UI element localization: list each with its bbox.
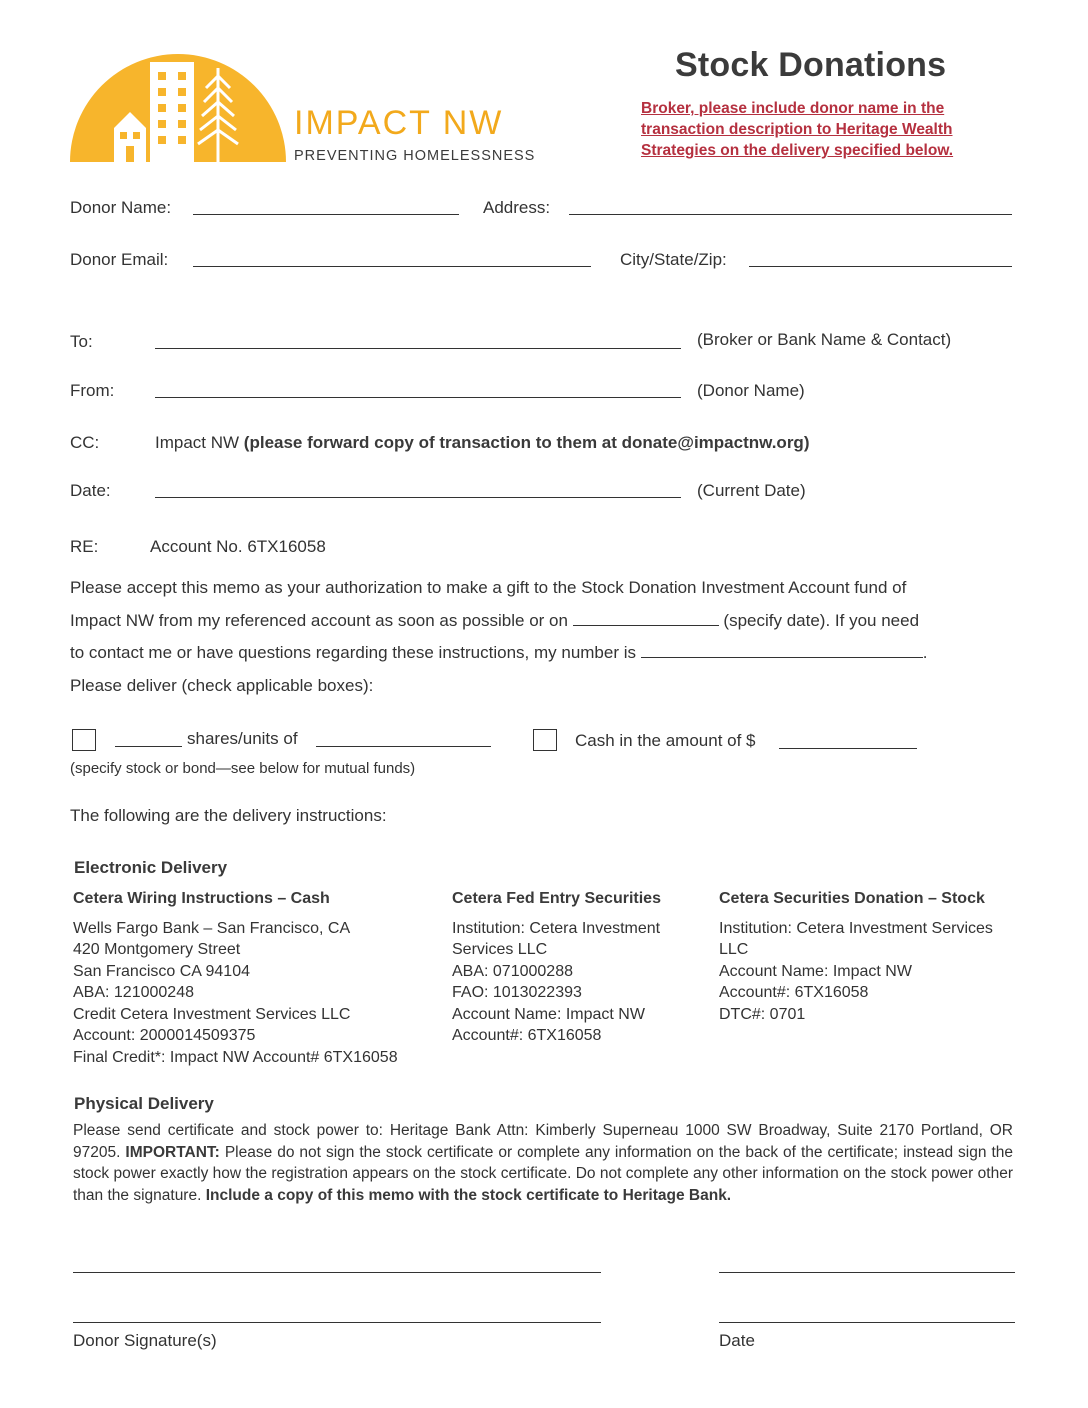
address-field[interactable] <box>569 214 1012 215</box>
date-line-1[interactable] <box>719 1272 1015 1273</box>
from-label: From: <box>70 381 115 400</box>
column-line: LLC <box>719 941 749 958</box>
authorization-text: to contact me or have questions regarding these instructions, my number is <box>70 643 637 662</box>
shares-checkbox[interactable] <box>72 729 96 751</box>
signature-date-label: Date <box>719 1331 755 1350</box>
column-title: Cetera Wiring Instructions – Cash <box>73 890 330 907</box>
column-title: Cetera Securities Donation – Stock <box>719 890 985 907</box>
column-line: Credit Cetera Investment Services LLC <box>73 1005 351 1023</box>
logo-mark-icon <box>68 40 288 165</box>
column-line: San Francisco CA 94104 <box>73 962 250 980</box>
shares-label: shares/units of <box>187 729 298 748</box>
important-label: IMPORTANT: <box>125 1143 220 1161</box>
physical-delivery-heading: Physical Delivery <box>74 1094 214 1113</box>
donor-signature-label: Donor Signature(s) <box>73 1331 217 1350</box>
electronic-delivery-heading: Electronic Delivery <box>74 858 228 877</box>
column-line: Account#: 6TX16058 <box>719 984 869 1001</box>
column-line: Institution: Cetera Investment <box>452 919 661 937</box>
physical-emphasis: Include a copy of this memo with the stock certificate to Heritage Bank. <box>205 1186 732 1204</box>
column-line: Services LLC <box>452 941 548 958</box>
phone-number-field[interactable] <box>641 641 923 658</box>
from-hint: (Donor Name) <box>697 381 805 400</box>
brand-name: IMPACT NW <box>294 104 504 142</box>
date-line-2[interactable] <box>719 1322 1015 1323</box>
physical-delivery-text <box>73 1120 1013 1206</box>
impact-nw-logo <box>68 40 538 170</box>
column-line: Account: 2000014509375 <box>73 1027 256 1044</box>
authorization-text: . <box>922 643 928 662</box>
page-title: Stock Donations <box>675 46 947 84</box>
specify-date-field[interactable] <box>573 609 719 626</box>
from-field[interactable] <box>155 397 681 398</box>
cc-line <box>155 433 809 453</box>
column-line: Account Name: Impact NW <box>719 962 912 980</box>
donor-name-label: Donor Name: <box>70 198 172 217</box>
cash-label: Cash in the amount of $ <box>575 731 756 750</box>
authorization-line: Please deliver (check applicable boxes): <box>70 675 374 695</box>
cc-value: Impact NW <box>155 433 240 452</box>
column-line: DTC#: 0701 <box>719 1005 806 1023</box>
notice-line: Broker, please include donor name in the <box>641 100 945 117</box>
physical-text: Please send certificate and stock power to: Heritage Bank Attn: Kimberly Superneau 1000 SW Broadway, Suite 2170 Portland, OR 97205. <box>73 1122 1013 1161</box>
securities-donation-column <box>719 888 1039 1025</box>
shares-note: (specify stock or bond—see below for mutual funds) <box>70 760 416 777</box>
authorization-line: Please accept this memo as your authorization to make a gift to the Stock Donation Investment Account fund of <box>70 578 907 597</box>
column-title: Cetera Fed Entry Securities <box>452 890 661 907</box>
address-label: Address: <box>483 198 551 217</box>
column-line: ABA: 071000288 <box>452 962 573 980</box>
column-line: Wells Fargo Bank – San Francisco, CA <box>73 919 351 937</box>
notice-line: transaction description to Heritage Wealth <box>641 121 953 138</box>
column-line: FAO: 1013022393 <box>452 984 582 1001</box>
to-label: To: <box>70 332 93 351</box>
fed-entry-column <box>452 888 712 1047</box>
shares-quantity-field[interactable] <box>115 746 182 747</box>
authorization-text: (specify date). If you need <box>723 610 920 630</box>
column-line: ABA: 121000248 <box>73 984 194 1001</box>
city-state-zip-field[interactable] <box>749 266 1012 267</box>
to-hint: (Broker or Bank Name & Contact) <box>697 330 952 349</box>
column-line: Final Credit*: Impact NW Account# 6TX16058 <box>73 1048 398 1066</box>
column-line: 420 Montgomery Street <box>73 941 241 958</box>
donor-email-field[interactable] <box>193 266 591 267</box>
date-label: Date: <box>70 481 111 500</box>
re-label: RE: <box>70 537 99 556</box>
authorization-text: Impact NW from my referenced account as soon as possible or on <box>70 610 568 630</box>
column-line: Account Name: Impact NW <box>452 1005 645 1023</box>
to-field[interactable] <box>155 348 681 349</box>
date-hint: (Current Date) <box>697 481 806 500</box>
broker-notice <box>641 98 1041 161</box>
signature-line-2[interactable] <box>73 1322 601 1323</box>
cc-label: CC: <box>70 433 100 452</box>
date-field[interactable] <box>155 497 681 498</box>
cash-checkbox[interactable] <box>533 729 557 751</box>
donor-email-label: Donor Email: <box>70 250 169 269</box>
wiring-instructions-column <box>73 888 443 1068</box>
delivery-intro: The following are the delivery instructions: <box>70 806 387 825</box>
security-name-field[interactable] <box>316 746 491 747</box>
cc-note: (please forward copy of transaction to them at donate@impactnw.org) <box>243 433 810 452</box>
cash-amount-field[interactable] <box>779 748 917 749</box>
authorization-line <box>70 637 1030 670</box>
re-value: Account No. 6TX16058 <box>150 537 326 556</box>
column-line: Institution: Cetera Investment Services <box>719 919 993 937</box>
column-line: Account#: 6TX16058 <box>452 1027 602 1044</box>
authorization-paragraph <box>70 572 1030 702</box>
authorization-line <box>70 605 1030 638</box>
brand-tagline: PREVENTING HOMELESSNESS <box>294 148 536 164</box>
city-state-zip-label: City/State/Zip: <box>620 250 727 269</box>
signature-line-1[interactable] <box>73 1272 601 1273</box>
donor-name-field[interactable] <box>193 214 459 215</box>
notice-line: Strategies on the delivery specified below. <box>641 142 954 159</box>
physical-text: Please do not sign the stock certificate or complete any information on the back of the certificate; instead sign the stock power exactly how the registration appears on the stock certificate. Do not complete any other information on the stock power other than the signature. <box>73 1143 1013 1204</box>
